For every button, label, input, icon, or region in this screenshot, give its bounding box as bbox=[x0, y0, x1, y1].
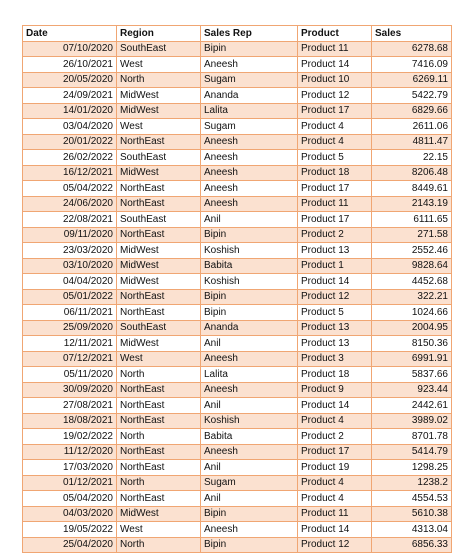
cell-region: NorthEast bbox=[117, 460, 201, 476]
table-row bbox=[23, 475, 452, 491]
header-product: Product bbox=[298, 26, 372, 42]
cell-date: 24/06/2020 bbox=[23, 196, 117, 212]
cell-sales: 4554.53 bbox=[372, 491, 452, 507]
header-sales: Sales bbox=[372, 26, 452, 42]
cell-region: NorthEast bbox=[117, 181, 201, 197]
cell-date: 05/01/2022 bbox=[23, 289, 117, 305]
cell-sales-rep: Koshish bbox=[201, 274, 298, 290]
cell-product: Product 1 bbox=[298, 258, 372, 274]
table-row bbox=[23, 227, 452, 243]
cell-sales-rep: Sugam bbox=[201, 72, 298, 88]
cell-sales: 4313.04 bbox=[372, 522, 452, 538]
cell-region: North bbox=[117, 429, 201, 445]
cell-region: North bbox=[117, 367, 201, 383]
cell-date: 19/05/2022 bbox=[23, 522, 117, 538]
cell-sales: 5610.38 bbox=[372, 506, 452, 522]
cell-region: North bbox=[117, 537, 201, 553]
table-row bbox=[23, 289, 452, 305]
cell-sales: 2442.61 bbox=[372, 398, 452, 414]
cell-date: 05/04/2022 bbox=[23, 181, 117, 197]
cell-date: 03/04/2020 bbox=[23, 119, 117, 135]
cell-date: 25/09/2020 bbox=[23, 320, 117, 336]
cell-sales-rep: Bipin bbox=[201, 537, 298, 553]
cell-sales: 9828.64 bbox=[372, 258, 452, 274]
cell-product: Product 18 bbox=[298, 367, 372, 383]
cell-date: 22/08/2021 bbox=[23, 212, 117, 228]
header-region: Region bbox=[117, 26, 201, 42]
cell-sales: 2143.19 bbox=[372, 196, 452, 212]
table-row bbox=[23, 367, 452, 383]
table-header-row bbox=[23, 26, 452, 42]
cell-sales: 271.58 bbox=[372, 227, 452, 243]
cell-date: 12/11/2021 bbox=[23, 336, 117, 352]
cell-sales: 5414.79 bbox=[372, 444, 452, 460]
cell-region: NorthEast bbox=[117, 444, 201, 460]
table-row bbox=[23, 72, 452, 88]
cell-region: West bbox=[117, 57, 201, 73]
cell-sales: 4452.68 bbox=[372, 274, 452, 290]
cell-region: SouthEast bbox=[117, 212, 201, 228]
cell-sales: 6829.66 bbox=[372, 103, 452, 119]
cell-sales-rep: Anil bbox=[201, 460, 298, 476]
cell-region: NorthEast bbox=[117, 305, 201, 321]
cell-product: Product 14 bbox=[298, 522, 372, 538]
table-row bbox=[23, 491, 452, 507]
table-row bbox=[23, 351, 452, 367]
cell-sales: 8701.78 bbox=[372, 429, 452, 445]
cell-date: 07/12/2021 bbox=[23, 351, 117, 367]
cell-sales-rep: Aneesh bbox=[201, 165, 298, 181]
cell-sales-rep: Aneesh bbox=[201, 522, 298, 538]
cell-sales-rep: Aneesh bbox=[201, 57, 298, 73]
table-row bbox=[23, 460, 452, 476]
cell-date: 06/11/2021 bbox=[23, 305, 117, 321]
cell-product: Product 17 bbox=[298, 181, 372, 197]
cell-sales-rep: Lalita bbox=[201, 367, 298, 383]
cell-sales-rep: Babita bbox=[201, 258, 298, 274]
table-row bbox=[23, 181, 452, 197]
table-row bbox=[23, 320, 452, 336]
cell-product: Product 4 bbox=[298, 413, 372, 429]
cell-region: NorthEast bbox=[117, 227, 201, 243]
cell-region: MidWest bbox=[117, 103, 201, 119]
cell-product: Product 10 bbox=[298, 72, 372, 88]
table-row bbox=[23, 196, 452, 212]
cell-product: Product 19 bbox=[298, 460, 372, 476]
cell-sales: 6269.11 bbox=[372, 72, 452, 88]
table-row bbox=[23, 150, 452, 166]
cell-sales-rep: Ananda bbox=[201, 88, 298, 104]
cell-region: West bbox=[117, 119, 201, 135]
table-row bbox=[23, 212, 452, 228]
cell-product: Product 11 bbox=[298, 41, 372, 57]
cell-sales-rep: Koshish bbox=[201, 243, 298, 259]
cell-date: 18/08/2021 bbox=[23, 413, 117, 429]
cell-sales: 8206.48 bbox=[372, 165, 452, 181]
cell-sales-rep: Anil bbox=[201, 491, 298, 507]
cell-date: 19/02/2022 bbox=[23, 429, 117, 445]
table-row bbox=[23, 413, 452, 429]
cell-product: Product 11 bbox=[298, 196, 372, 212]
cell-product: Product 17 bbox=[298, 444, 372, 460]
cell-sales-rep: Aneesh bbox=[201, 181, 298, 197]
cell-sales: 2552.46 bbox=[372, 243, 452, 259]
cell-sales: 322.21 bbox=[372, 289, 452, 305]
cell-sales: 923.44 bbox=[372, 382, 452, 398]
cell-sales-rep: Babita bbox=[201, 429, 298, 445]
cell-date: 14/01/2020 bbox=[23, 103, 117, 119]
table-row bbox=[23, 41, 452, 57]
table-row bbox=[23, 119, 452, 135]
cell-sales-rep: Aneesh bbox=[201, 196, 298, 212]
table-row bbox=[23, 258, 452, 274]
cell-date: 20/05/2020 bbox=[23, 72, 117, 88]
cell-date: 23/03/2020 bbox=[23, 243, 117, 259]
cell-sales-rep: Koshish bbox=[201, 413, 298, 429]
cell-region: NorthEast bbox=[117, 491, 201, 507]
cell-sales: 1298.25 bbox=[372, 460, 452, 476]
cell-date: 04/03/2020 bbox=[23, 506, 117, 522]
cell-product: Product 13 bbox=[298, 320, 372, 336]
cell-date: 25/04/2020 bbox=[23, 537, 117, 553]
cell-date: 30/09/2020 bbox=[23, 382, 117, 398]
cell-product: Product 5 bbox=[298, 305, 372, 321]
cell-region: SouthEast bbox=[117, 320, 201, 336]
cell-date: 11/12/2020 bbox=[23, 444, 117, 460]
cell-region: North bbox=[117, 475, 201, 491]
table-row bbox=[23, 274, 452, 290]
cell-sales: 5837.66 bbox=[372, 367, 452, 383]
cell-sales-rep: Bipin bbox=[201, 506, 298, 522]
cell-product: Product 17 bbox=[298, 212, 372, 228]
table-row bbox=[23, 165, 452, 181]
table-row bbox=[23, 103, 452, 119]
cell-product: Product 9 bbox=[298, 382, 372, 398]
cell-region: MidWest bbox=[117, 274, 201, 290]
cell-region: MidWest bbox=[117, 88, 201, 104]
cell-sales-rep: Anil bbox=[201, 398, 298, 414]
cell-sales: 5422.79 bbox=[372, 88, 452, 104]
cell-sales: 1238.2 bbox=[372, 475, 452, 491]
cell-region: NorthEast bbox=[117, 289, 201, 305]
cell-date: 16/12/2021 bbox=[23, 165, 117, 181]
table-row bbox=[23, 522, 452, 538]
cell-sales-rep: Anil bbox=[201, 212, 298, 228]
table-row bbox=[23, 506, 452, 522]
cell-region: SouthEast bbox=[117, 41, 201, 57]
cell-sales-rep: Bipin bbox=[201, 227, 298, 243]
cell-product: Product 3 bbox=[298, 351, 372, 367]
cell-sales-rep: Anil bbox=[201, 336, 298, 352]
cell-product: Product 4 bbox=[298, 475, 372, 491]
table-row bbox=[23, 88, 452, 104]
cell-sales: 8150.36 bbox=[372, 336, 452, 352]
cell-product: Product 11 bbox=[298, 506, 372, 522]
cell-product: Product 2 bbox=[298, 227, 372, 243]
table-row bbox=[23, 243, 452, 259]
cell-product: Product 5 bbox=[298, 150, 372, 166]
cell-sales-rep: Aneesh bbox=[201, 444, 298, 460]
cell-region: West bbox=[117, 522, 201, 538]
cell-date: 09/11/2020 bbox=[23, 227, 117, 243]
cell-sales: 2004.95 bbox=[372, 320, 452, 336]
cell-product: Product 4 bbox=[298, 134, 372, 150]
cell-sales-rep: Ananda bbox=[201, 320, 298, 336]
cell-sales: 4811.47 bbox=[372, 134, 452, 150]
cell-sales-rep: Bipin bbox=[201, 41, 298, 57]
cell-sales: 3989.02 bbox=[372, 413, 452, 429]
table-row bbox=[23, 305, 452, 321]
cell-product: Product 14 bbox=[298, 57, 372, 73]
cell-sales-rep: Aneesh bbox=[201, 150, 298, 166]
cell-sales-rep: Aneesh bbox=[201, 351, 298, 367]
cell-sales: 6991.91 bbox=[372, 351, 452, 367]
cell-sales: 7416.09 bbox=[372, 57, 452, 73]
cell-sales: 22.15 bbox=[372, 150, 452, 166]
cell-date: 27/08/2021 bbox=[23, 398, 117, 414]
cell-product: Product 13 bbox=[298, 243, 372, 259]
cell-sales-rep: Sugam bbox=[201, 119, 298, 135]
cell-product: Product 4 bbox=[298, 119, 372, 135]
cell-product: Product 12 bbox=[298, 537, 372, 553]
cell-region: MidWest bbox=[117, 336, 201, 352]
cell-sales-rep: Aneesh bbox=[201, 382, 298, 398]
cell-product: Product 2 bbox=[298, 429, 372, 445]
table-row bbox=[23, 444, 452, 460]
cell-region: MidWest bbox=[117, 243, 201, 259]
sales-table bbox=[22, 25, 452, 553]
cell-product: Product 4 bbox=[298, 491, 372, 507]
cell-region: MidWest bbox=[117, 258, 201, 274]
cell-product: Product 17 bbox=[298, 103, 372, 119]
cell-date: 20/01/2022 bbox=[23, 134, 117, 150]
cell-region: NorthEast bbox=[117, 196, 201, 212]
table-row bbox=[23, 382, 452, 398]
cell-date: 05/04/2020 bbox=[23, 491, 117, 507]
cell-sales-rep: Sugam bbox=[201, 475, 298, 491]
cell-sales: 2611.06 bbox=[372, 119, 452, 135]
table-row bbox=[23, 57, 452, 73]
table-row bbox=[23, 134, 452, 150]
cell-sales: 8449.61 bbox=[372, 181, 452, 197]
cell-product: Product 14 bbox=[298, 398, 372, 414]
cell-date: 26/10/2021 bbox=[23, 57, 117, 73]
cell-region: MidWest bbox=[117, 165, 201, 181]
cell-region: NorthEast bbox=[117, 382, 201, 398]
cell-sales: 1024.66 bbox=[372, 305, 452, 321]
cell-date: 03/10/2020 bbox=[23, 258, 117, 274]
table-row bbox=[23, 429, 452, 445]
cell-sales: 6856.33 bbox=[372, 537, 452, 553]
cell-sales-rep: Bipin bbox=[201, 305, 298, 321]
cell-date: 05/11/2020 bbox=[23, 367, 117, 383]
table-row bbox=[23, 398, 452, 414]
cell-date: 04/04/2020 bbox=[23, 274, 117, 290]
cell-date: 07/10/2020 bbox=[23, 41, 117, 57]
cell-sales-rep: Aneesh bbox=[201, 134, 298, 150]
cell-region: NorthEast bbox=[117, 413, 201, 429]
cell-sales: 6278.68 bbox=[372, 41, 452, 57]
cell-date: 17/03/2020 bbox=[23, 460, 117, 476]
cell-region: NorthEast bbox=[117, 398, 201, 414]
cell-product: Product 12 bbox=[298, 289, 372, 305]
cell-region: West bbox=[117, 351, 201, 367]
cell-product: Product 12 bbox=[298, 88, 372, 104]
cell-region: North bbox=[117, 72, 201, 88]
cell-product: Product 14 bbox=[298, 274, 372, 290]
cell-sales-rep: Lalita bbox=[201, 103, 298, 119]
header-date: Date bbox=[23, 26, 117, 42]
table-row bbox=[23, 336, 452, 352]
header-sales-rep: Sales Rep bbox=[201, 26, 298, 42]
cell-date: 01/12/2021 bbox=[23, 475, 117, 491]
cell-region: NorthEast bbox=[117, 134, 201, 150]
cell-region: SouthEast bbox=[117, 150, 201, 166]
cell-sales-rep: Bipin bbox=[201, 289, 298, 305]
cell-date: 26/02/2022 bbox=[23, 150, 117, 166]
cell-product: Product 13 bbox=[298, 336, 372, 352]
cell-sales: 6111.65 bbox=[372, 212, 452, 228]
cell-date: 24/09/2021 bbox=[23, 88, 117, 104]
table-row bbox=[23, 537, 452, 553]
cell-region: MidWest bbox=[117, 506, 201, 522]
cell-product: Product 18 bbox=[298, 165, 372, 181]
